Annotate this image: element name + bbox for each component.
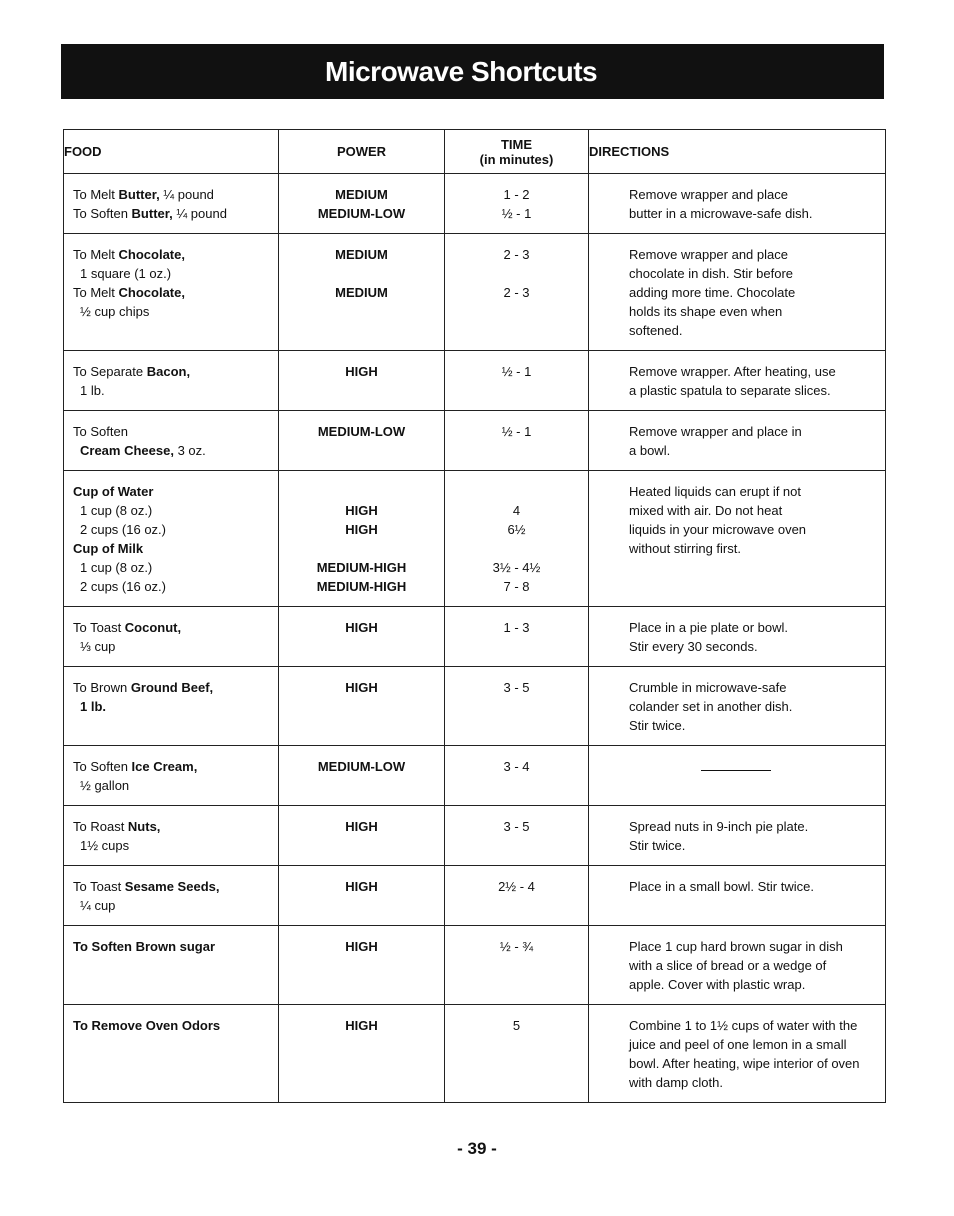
power-level: MEDIUM-HIGH (316, 579, 407, 594)
food-text: To Soften (73, 206, 132, 221)
food-item-name: 1 lb. (80, 699, 107, 714)
food-line (73, 381, 278, 400)
food-item-name: To Remove Oven Odors (73, 1018, 221, 1033)
food-line (73, 776, 278, 795)
food-cell (64, 1005, 279, 1103)
food-line (73, 836, 278, 855)
food-line (73, 204, 278, 223)
directions-cell (589, 1005, 886, 1103)
direction-line: with a slice of bread or a wedge of (629, 958, 827, 973)
food-text: ⅓ cup (80, 639, 116, 654)
power-level: HIGH (345, 620, 378, 635)
table-row (64, 411, 886, 471)
table-body (64, 174, 886, 1103)
directions-cell (589, 866, 886, 926)
page-number: - 39 - (457, 1139, 497, 1158)
direction-line: Stir every 30 seconds. (629, 639, 758, 654)
direction-line: without stirring first. (629, 541, 741, 556)
food-text: To Roast (73, 819, 128, 834)
power-cell (279, 667, 445, 746)
power-level: HIGH (345, 503, 378, 518)
direction-line: Combine 1 to 1½ cups of water with the (629, 1018, 858, 1033)
power-level: MEDIUM-LOW (317, 424, 406, 439)
food-text: To Toast (73, 620, 125, 635)
direction-line: a plastic spatula to separate slices. (629, 383, 831, 398)
time-value: ½ - 1 (501, 206, 532, 221)
table-row (64, 351, 886, 411)
direction-line: Place in a small bowl. Stir twice. (629, 879, 814, 894)
direction-line: Remove wrapper and place (629, 187, 788, 202)
food-line (73, 1016, 278, 1035)
direction-line: juice and peel of one lemon in a small (629, 1037, 847, 1052)
directions-cell (589, 234, 886, 351)
food-text: 1 cup (8 oz.) (80, 503, 153, 518)
food-text: ¼ cup (80, 898, 116, 913)
header-time-line1: TIME (500, 136, 533, 152)
direction-line: chocolate in dish. Stir before (629, 266, 794, 281)
power-cell (279, 234, 445, 351)
power-level: HIGH (345, 879, 378, 894)
food-cell (64, 234, 279, 351)
food-item-name: Cream Cheese, (80, 443, 174, 458)
time-value: 4 (512, 503, 521, 518)
food-line (73, 422, 278, 441)
food-text: 2 cups (16 oz.) (80, 579, 166, 594)
food-item-name: Chocolate, (118, 247, 185, 262)
time-cell (445, 351, 589, 411)
food-line (73, 577, 278, 596)
header-time-line2: (in minutes) (479, 151, 554, 167)
food-amount: ¼ pound (159, 187, 214, 202)
food-cell (64, 607, 279, 667)
time-cell (445, 471, 589, 607)
header-food: FOOD (64, 130, 279, 174)
direction-line: Place in a pie plate or bowl. (629, 620, 788, 635)
power-cell (279, 746, 445, 806)
time-value: 3 - 5 (503, 819, 530, 834)
time-cell (445, 667, 589, 746)
direction-line: Stir twice. (629, 718, 686, 733)
directions-cell (589, 174, 886, 234)
power-level (279, 539, 444, 558)
food-cell (64, 746, 279, 806)
time-value: 1 - 2 (503, 187, 530, 202)
time-value: ½ - 1 (501, 364, 532, 379)
power-cell (279, 174, 445, 234)
direction-line: mixed with air. Do not heat (629, 503, 783, 518)
no-directions-dash (701, 770, 771, 771)
shortcuts-table (63, 129, 886, 1103)
direction-line: a bowl. (629, 443, 671, 458)
food-line (73, 558, 278, 577)
direction-line: Place 1 cup hard brown sugar in dish (629, 939, 843, 954)
food-text: 1 cup (8 oz.) (80, 560, 153, 575)
table-header-row (64, 130, 886, 174)
power-level: HIGH (345, 939, 378, 954)
food-item-name: Sesame Seeds, (124, 879, 220, 894)
food-text: To Toast (73, 879, 125, 894)
direction-line: softened. (629, 323, 683, 338)
food-text: 1 square (1 oz.) (80, 266, 172, 281)
power-level: HIGH (345, 522, 378, 537)
food-line (73, 757, 278, 776)
time-cell (445, 746, 589, 806)
food-amount: ¼ pound (172, 206, 227, 221)
food-line (73, 937, 278, 956)
food-text: To Melt (73, 187, 119, 202)
directions-cell (589, 746, 886, 806)
table-row (64, 746, 886, 806)
time-value (445, 482, 588, 501)
direction-line: Remove wrapper and place in (629, 424, 802, 439)
power-level (279, 482, 444, 501)
power-cell (279, 806, 445, 866)
time-cell (445, 866, 589, 926)
food-item-name: Cup of Milk (73, 541, 144, 556)
food-text: ½ cup chips (80, 304, 150, 319)
directions-cell (589, 667, 886, 746)
directions-cell (589, 607, 886, 667)
table-row (64, 1005, 886, 1103)
power-level: MEDIUM-HIGH (316, 560, 407, 575)
food-item-name: Bacon, (146, 364, 191, 379)
time-value: ½ - 1 (501, 424, 532, 439)
direction-line: Remove wrapper and place (629, 247, 788, 262)
time-value (445, 264, 588, 283)
time-value: 3 - 5 (503, 680, 530, 695)
power-level: MEDIUM-LOW (317, 206, 406, 221)
time-cell (445, 411, 589, 471)
direction-line: apple. Cover with plastic wrap. (629, 977, 806, 992)
time-value: 6½ (507, 522, 526, 537)
power-cell (279, 607, 445, 667)
direction-line: holds its shape even when (629, 304, 783, 319)
table-row (64, 234, 886, 351)
food-item-name: Butter, (131, 206, 173, 221)
food-amount: 3 oz. (173, 443, 206, 458)
table-row (64, 806, 886, 866)
direction-line: Remove wrapper. After heating, use (629, 364, 836, 379)
power-level: HIGH (345, 680, 378, 695)
time-value: 2 - 3 (503, 247, 530, 262)
food-text: To Separate (73, 364, 147, 379)
direction-line: bowl. After heating, wipe interior of oven (629, 1056, 860, 1071)
food-item-name: Cup of Water (73, 484, 154, 499)
food-cell (64, 174, 279, 234)
time-cell (445, 1005, 589, 1103)
food-line (73, 637, 278, 656)
directions-cell (589, 471, 886, 607)
food-line (73, 896, 278, 915)
food-text: To Brown (73, 680, 131, 695)
food-cell (64, 351, 279, 411)
time-value: 5 (512, 1018, 521, 1033)
direction-line: colander set in another dish. (629, 699, 793, 714)
directions-cell (589, 926, 886, 1005)
food-line (73, 817, 278, 836)
direction-line: butter in a microwave-safe dish. (629, 206, 813, 221)
direction-line: Heated liquids can erupt if not (629, 484, 801, 499)
page-title: Microwave Shortcuts (325, 55, 598, 87)
time-value: 3½ - 4½ (492, 560, 541, 575)
food-cell (64, 471, 279, 607)
food-cell (64, 806, 279, 866)
food-line (73, 501, 278, 520)
food-line (73, 618, 278, 637)
time-value: 3 - 4 (503, 759, 530, 774)
power-level: HIGH (345, 819, 378, 834)
food-item-name: Butter, (118, 187, 160, 202)
power-level: HIGH (345, 1018, 378, 1033)
table-row (64, 667, 886, 746)
food-line (73, 441, 278, 460)
food-text: 2 cups (16 oz.) (80, 522, 166, 537)
power-cell (279, 866, 445, 926)
time-cell (445, 806, 589, 866)
power-level (279, 264, 444, 283)
time-cell (445, 234, 589, 351)
food-line (73, 520, 278, 539)
direction-line: Crumble in microwave-safe (629, 680, 787, 695)
time-cell (445, 926, 589, 1005)
time-cell (445, 607, 589, 667)
food-text: To Melt (73, 285, 119, 300)
food-line (73, 283, 278, 302)
time-value: 2 - 3 (503, 285, 530, 300)
table-row (64, 471, 886, 607)
time-value: 2½ - 4 (498, 879, 535, 894)
time-value: 1 - 3 (503, 620, 530, 635)
power-cell (279, 926, 445, 1005)
direction-line: with damp cloth. (629, 1075, 723, 1090)
food-item-name: Nuts, (127, 819, 161, 834)
direction-line: Spread nuts in 9-inch pie plate. (629, 819, 809, 834)
food-item-name: Coconut, (124, 620, 182, 635)
directions-cell (589, 806, 886, 866)
direction-line: liquids in your microwave oven (629, 522, 807, 537)
directions-cell (589, 351, 886, 411)
direction-line: Stir twice. (629, 838, 686, 853)
header-power: POWER (279, 130, 445, 174)
title-bar (61, 44, 884, 99)
food-cell (64, 667, 279, 746)
power-level: MEDIUM (335, 285, 388, 300)
table-row (64, 866, 886, 926)
food-line (73, 877, 278, 896)
time-cell (445, 174, 589, 234)
time-value: ½ - ¾ (499, 939, 534, 954)
time-value: 7 - 8 (503, 579, 530, 594)
food-line (73, 185, 278, 204)
food-line (73, 362, 278, 381)
power-level: HIGH (345, 364, 378, 379)
header-time (445, 130, 589, 174)
food-text: To Soften (73, 424, 128, 439)
food-cell (64, 866, 279, 926)
food-line (73, 264, 278, 283)
direction-line: adding more time. Chocolate (629, 285, 796, 300)
header-directions: DIRECTIONS (589, 130, 886, 174)
food-item-name: Chocolate, (118, 285, 185, 300)
food-line (73, 678, 278, 697)
food-item-name: Ice Cream, (131, 759, 198, 774)
food-line (73, 245, 278, 264)
directions-cell (589, 411, 886, 471)
food-text: 1½ cups (80, 838, 130, 853)
food-line (73, 302, 278, 321)
power-cell (279, 1005, 445, 1103)
food-line (73, 482, 278, 501)
power-level: MEDIUM (335, 247, 388, 262)
power-level: MEDIUM-LOW (317, 759, 406, 774)
table-row (64, 607, 886, 667)
food-cell (64, 411, 279, 471)
power-cell (279, 351, 445, 411)
food-text: To Melt (73, 247, 119, 262)
food-line (73, 539, 278, 558)
food-text: ½ gallon (80, 778, 130, 793)
power-level: MEDIUM (335, 187, 388, 202)
food-item-name: Ground Beef, (130, 680, 214, 695)
food-item-name: To Soften Brown sugar (73, 939, 216, 954)
power-cell (279, 471, 445, 607)
table-row (64, 174, 886, 234)
food-cell (64, 926, 279, 1005)
food-line (73, 697, 278, 716)
food-text: 1 lb. (80, 383, 105, 398)
food-text: To Soften (73, 759, 132, 774)
table-row (64, 926, 886, 1005)
power-cell (279, 411, 445, 471)
time-value (445, 539, 588, 558)
